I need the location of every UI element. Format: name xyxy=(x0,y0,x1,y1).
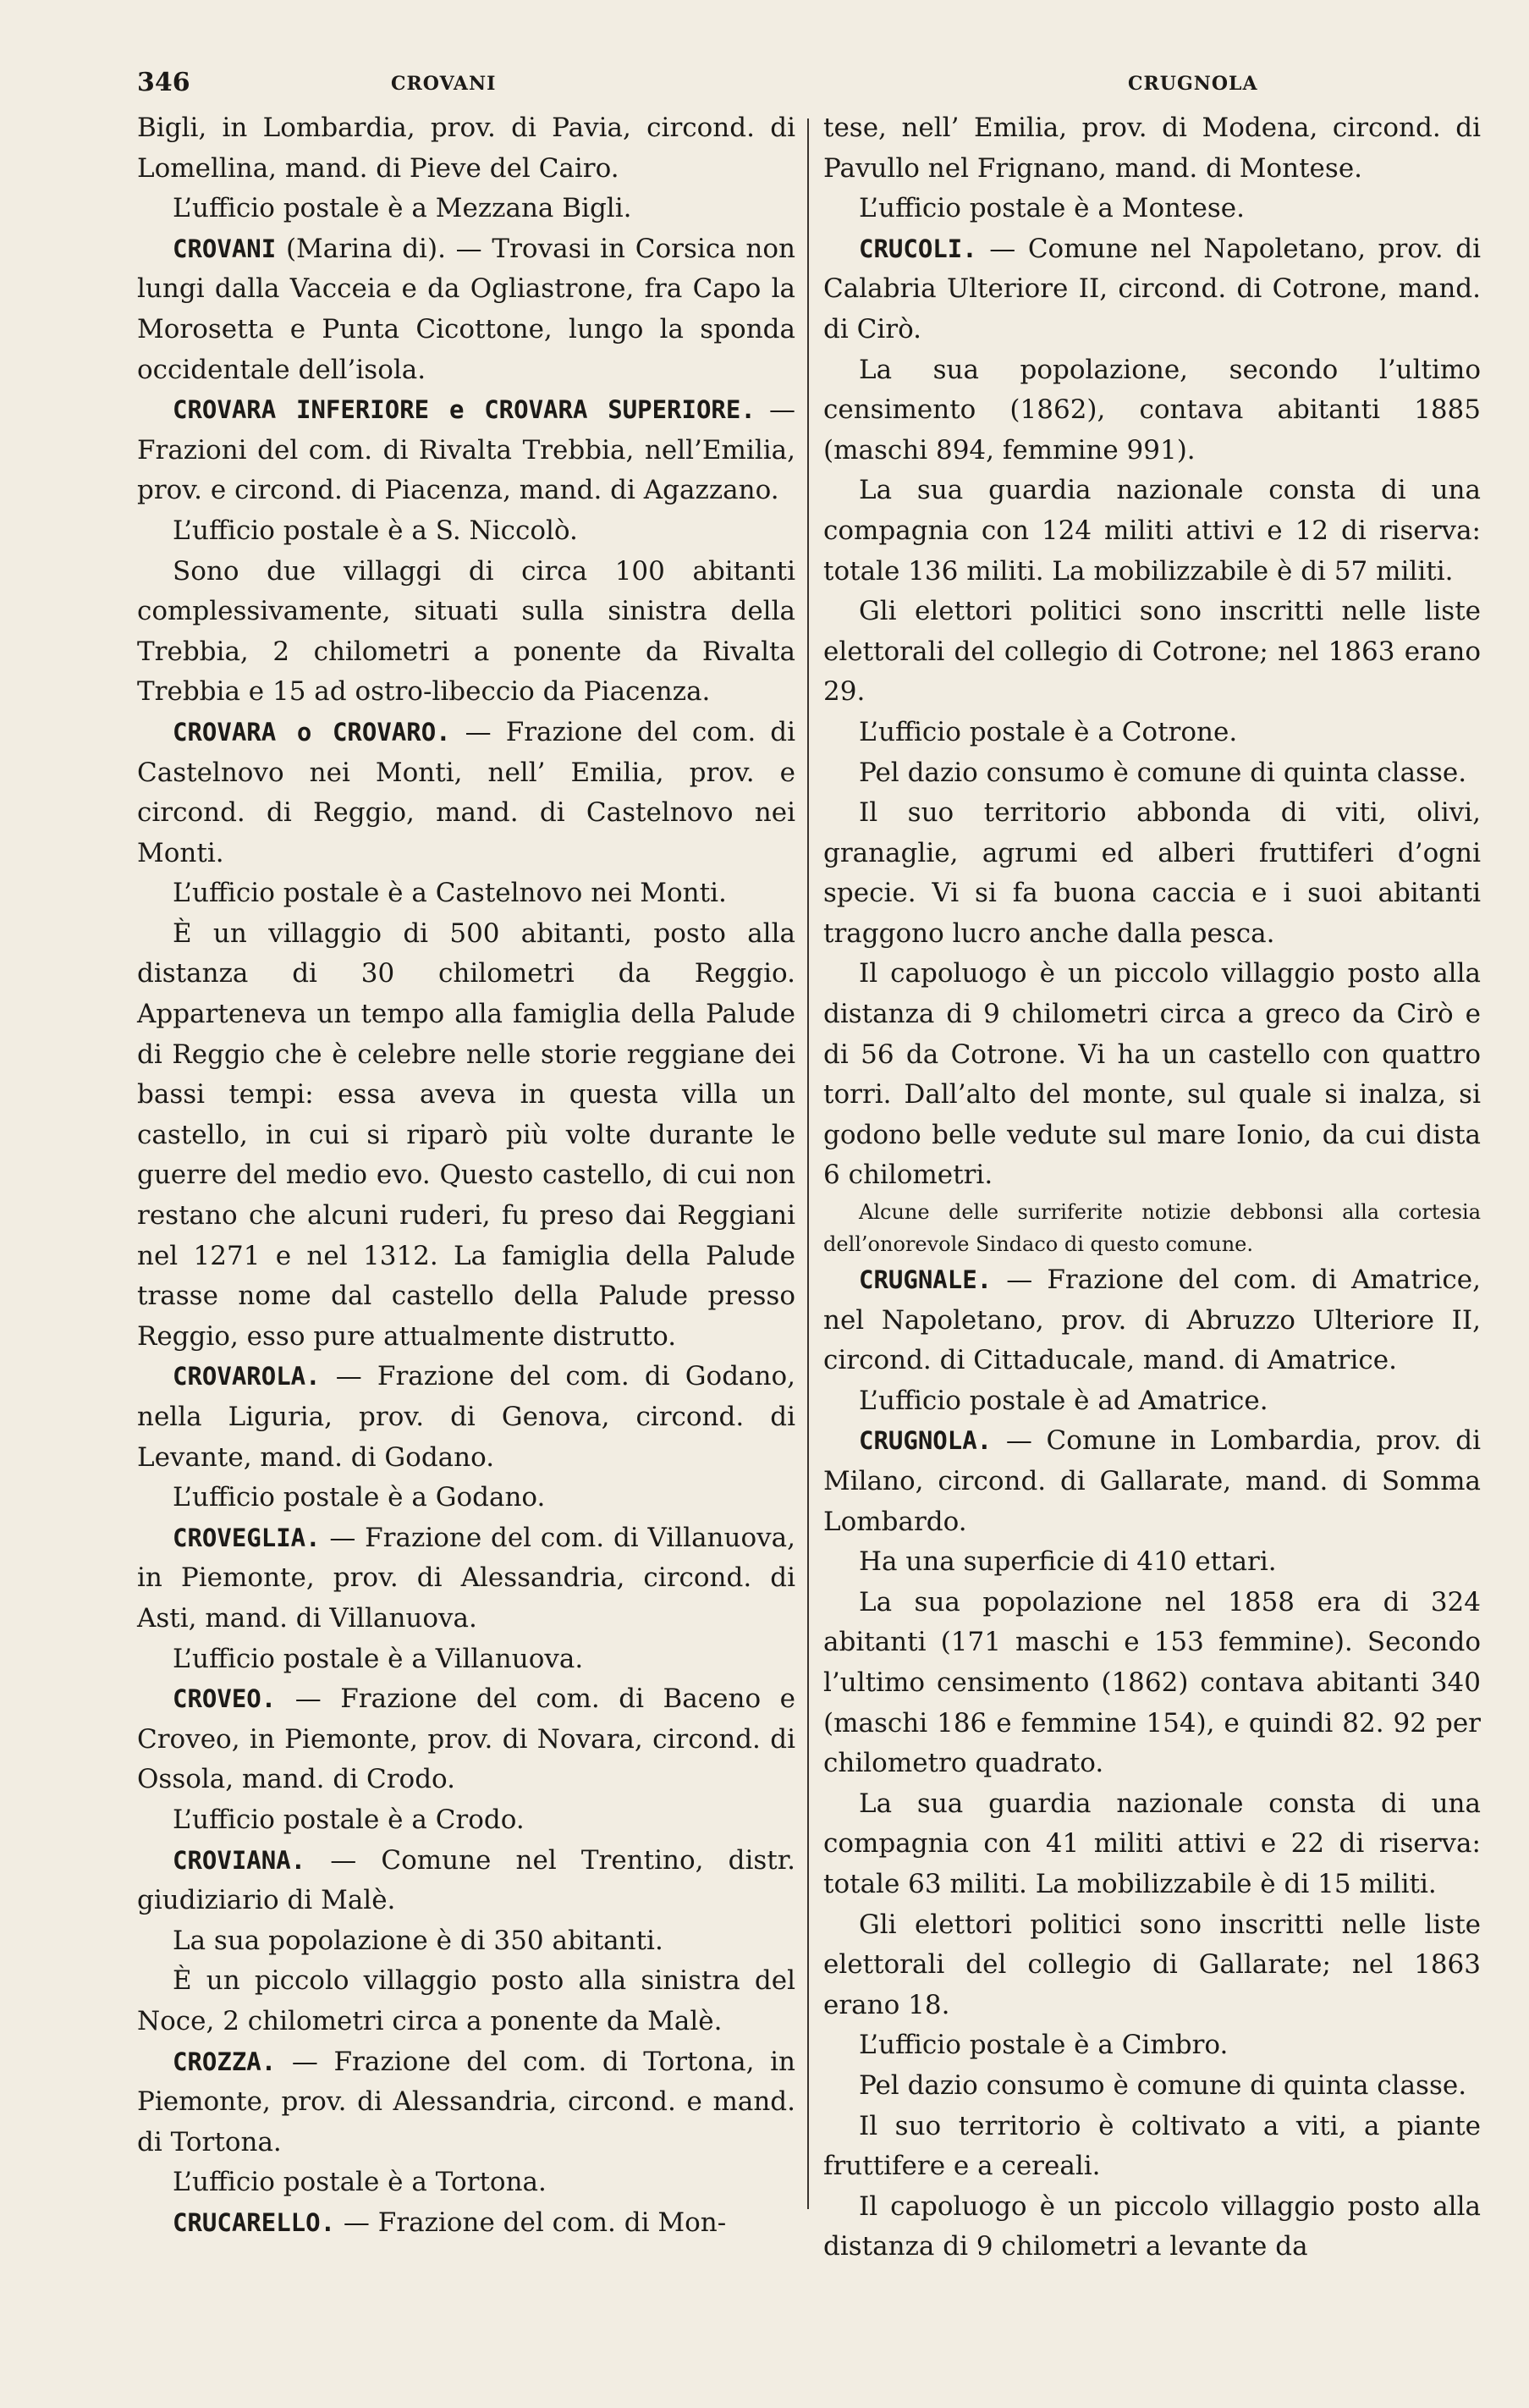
paragraph: La sua guardia nazionale consta di una compagnia con 124 militi attivi e 12 di riserva: totale 136 militi. La mobilizzabile è di 57 militi. xyxy=(823,475,1481,587)
entry-text: — Frazione del com. di Tortona, in Piemonte, prov. di Alessandria, circond. e mand. di Tortona. xyxy=(137,2046,795,2157)
entry-text: — Frazioni del com. di Rivalta Trebbia, nell’Emilia, prov. e circond. di Piacenza, mand. di Agazzano. xyxy=(137,394,796,506)
entry-croveo xyxy=(137,1679,795,1800)
entry-croveglia xyxy=(137,1518,795,1639)
left-column xyxy=(137,108,795,2243)
entry-headword: CRUGNOLA. xyxy=(859,1426,993,1456)
paragraph: L’ufficio postale è a Godano. xyxy=(173,1482,546,1513)
entry-headword: CROVIANA. xyxy=(173,1845,306,1875)
paragraph: Il capoluogo è un piccolo villaggio posto alla distanza di 9 chilometri a levante da xyxy=(823,2190,1481,2262)
paragraph: Il capoluogo è un piccolo villaggio posto alla distanza di 9 chilometri circa a greco da Cirò e di 56 da Cotrone. Vi ha un castello con quattro torri. Dall’alto del monte, sul quale si inalza, si godono belle vedute sul mare Ionio, da cui dista 6 chilometri. xyxy=(823,958,1481,1191)
entry-text: — Frazione del com. di Amatrice, nel Napoletano, prov. di Abruzzo Ulteriore II, circond. di Cittaducale, mand. di Amatrice. xyxy=(823,1265,1481,1376)
entry-crozza xyxy=(137,2042,795,2163)
entry-headword: CROVANI xyxy=(173,234,277,263)
entry-headword: CROVARA INFERIORE e CROVARA SUPERIORE. xyxy=(173,395,756,425)
paragraph: Pel dazio consumo è comune di quinta classe. xyxy=(859,2069,1467,2101)
paragraph: Bigli, in Lombardia, prov. di Pavia, circond. di Lomellina, mand. di Pieve del Cairo. xyxy=(137,113,795,184)
entry-text: — Comune nel Napoletano, prov. di Calabria Ulteriore II, circond. di Cotrone, mand. di Cirò. xyxy=(823,233,1481,344)
paragraph: La sua popolazione, secondo l’ultimo censimento (1862), contava abitanti 1885 (maschi 894, femmine 991). xyxy=(823,354,1481,466)
entry-crovani xyxy=(137,229,795,390)
entry-text: — Frazione del com. di Baceno e Croveo, in Piemonte, prov. di Novara, circond. di Ossola, mand. di Crodo. xyxy=(137,1683,795,1795)
entry-text: — Comune nel Trentino, distr. giudiziario di Malè. xyxy=(137,1844,795,1916)
entry-crucarello xyxy=(137,2203,795,2244)
entry-text: (Marina di). — Trovasi in Corsica non lungi dalla Vacceia e da Ogliastrone, fra Capo la Morosetta e Punta Cicottone, lungo la sponda occidentale dell’isola. xyxy=(137,233,795,385)
paragraph: L’ufficio postale è ad Amatrice. xyxy=(859,1385,1268,1416)
entry-headword: CROVEGLIA. xyxy=(173,1523,321,1552)
paragraph: L’ufficio postale è a Villanuova. xyxy=(173,1643,584,1674)
entry-crovara-inferiore xyxy=(137,390,795,511)
entry-headword: CROZZA. xyxy=(173,2047,277,2076)
entry-headword: CROVEO. xyxy=(173,1684,277,1714)
paragraph: Gli elettori politici sono inscritti nelle liste elettorali del collegio di Gallarate; nel 1863 erano 18. xyxy=(823,1909,1481,2020)
paragraph: L’ufficio postale è a Castelnovo nei Monti. xyxy=(173,878,727,909)
entry-text: — Frazione del com. di Castelnovo nei Monti, nell’ Emilia, prov. e circond. di Reggio, mand. di Castelnovo nei Monti. xyxy=(137,716,795,868)
paragraph: L’ufficio postale è a Montese. xyxy=(859,193,1245,224)
page-header xyxy=(0,68,1529,110)
right-column xyxy=(823,108,1481,2267)
entry-text: — Comune in Lombardia, prov. di Milano, circond. di Gallarate, mand. di Somma Lombardo. xyxy=(823,1425,1481,1537)
entry-headword: CROVARA o CROVARO. xyxy=(173,717,451,747)
paragraph: L’ufficio postale è a Cotrone. xyxy=(859,716,1238,747)
entry-crugnale xyxy=(823,1260,1481,1381)
entry-headword: CRUCARELLO. xyxy=(173,2207,336,2237)
entry-headword: CROVAROLA. xyxy=(173,1362,321,1391)
paragraph: Il suo territorio è coltivato a viti, a piante fruttifere e a cereali. xyxy=(823,2110,1481,2182)
paragraph: Il suo territorio abbonda di viti, olivi, granaglie, agrumi ed alberi fruttiferi d’ogni specie. Vi si fa buona caccia e i suoi abitanti traggono lucro anche dalla pesca. xyxy=(823,797,1481,949)
paragraph: L’ufficio postale è a Mezzana Bigli. xyxy=(173,193,632,224)
entry-text: — Frazione del com. di Mon- xyxy=(335,2207,727,2238)
footnote: Alcune delle surriferite notizie debbonsi alla cortesia dell’onorevole Sindaco di questo comune. xyxy=(823,1200,1481,1257)
paragraph: L’ufficio postale è a S. Niccolò. xyxy=(173,515,578,546)
entry-crovara xyxy=(137,713,795,873)
entry-crucoli xyxy=(823,229,1481,350)
entry-croviana xyxy=(137,1841,795,1921)
column-divider xyxy=(807,118,809,2209)
entry-headword: CRUGNALE. xyxy=(859,1265,993,1295)
paragraph: Sono due villaggi di circa 100 abitanti complessivamente, situati sulla sinistra della Trebbia, 2 chilometri a ponente da Rivalta Trebbia e 15 ad ostro-libeccio da Piacenza. xyxy=(137,555,795,708)
entry-crovarola xyxy=(137,1357,795,1478)
paragraph: Pel dazio consumo è comune di quinta classe. xyxy=(859,757,1467,788)
paragraph: La sua guardia nazionale consta di una compagnia con 41 militi attivi e 22 di riserva: totale 63 militi. La mobilizzabile è di 15 militi. xyxy=(823,1788,1481,1899)
paragraph: La sua popolazione è di 350 abitanti. xyxy=(173,1925,663,1956)
paragraph: Ha una superficie di 410 ettari. xyxy=(859,1546,1277,1578)
paragraph: L’ufficio postale è a Cimbro. xyxy=(859,2030,1229,2061)
left-running-head: CROVANI xyxy=(391,73,497,95)
paragraph: L’ufficio postale è a Tortona. xyxy=(173,2167,547,2198)
paragraph: È un villaggio di 500 abitanti, posto alla distanza di 30 chilometri da Reggio. Apparteneva un tempo alla famiglia della Palude di Reggio che è celebre nelle storie reggiane dei bassi tempi: essa aveva in questa villa un castello, in cui si riparò più volte durante le guerre del medio evo. Questo castello, di cui non restano che alcuni ruderi, fu preso dai Reggiani nel 1271 e nel 1312. La famiglia della Palude trasse nome dal castello della Palude presso Reggio, esso pure attualmente distrutto. xyxy=(137,917,795,1352)
page-number: 346 xyxy=(137,68,190,97)
paragraph: L’ufficio postale è a Crodo. xyxy=(173,1804,525,1835)
entry-text: — Frazione del com. di Villanuova, in Piemonte, prov. di Alessandria, circond. di Asti, mand. di Villanuova. xyxy=(137,1522,795,1634)
paragraph: La sua popolazione nel 1858 era di 324 abitanti (171 maschi e 153 femmine). Secondo l’ultimo censimento (1862) contava abitanti 340 (maschi 186 e femmine 154), e quindi 82. 92 per chilometro quadrato. xyxy=(823,1586,1481,1779)
paragraph: tese, nell’ Emilia, prov. di Modena, circond. di Pavullo nel Frignano, mand. di Montese. xyxy=(823,113,1481,184)
entry-headword: CRUCOLI. xyxy=(859,234,977,263)
paragraph: Gli elettori politici sono inscritti nelle liste elettorali del collegio di Cotrone; nel 1863 erano 29. xyxy=(823,596,1481,708)
entry-crugnola xyxy=(823,1421,1481,1542)
right-running-head: CRUGNOLA xyxy=(1128,73,1258,95)
paragraph: È un piccolo villaggio posto alla sinistra del Noce, 2 chilometri circa a ponente da Malè. xyxy=(137,1965,795,2036)
entry-text: — Frazione del com. di Godano, nella Liguria, prov. di Genova, circond. di Levante, mand. di Godano. xyxy=(137,1361,795,1473)
